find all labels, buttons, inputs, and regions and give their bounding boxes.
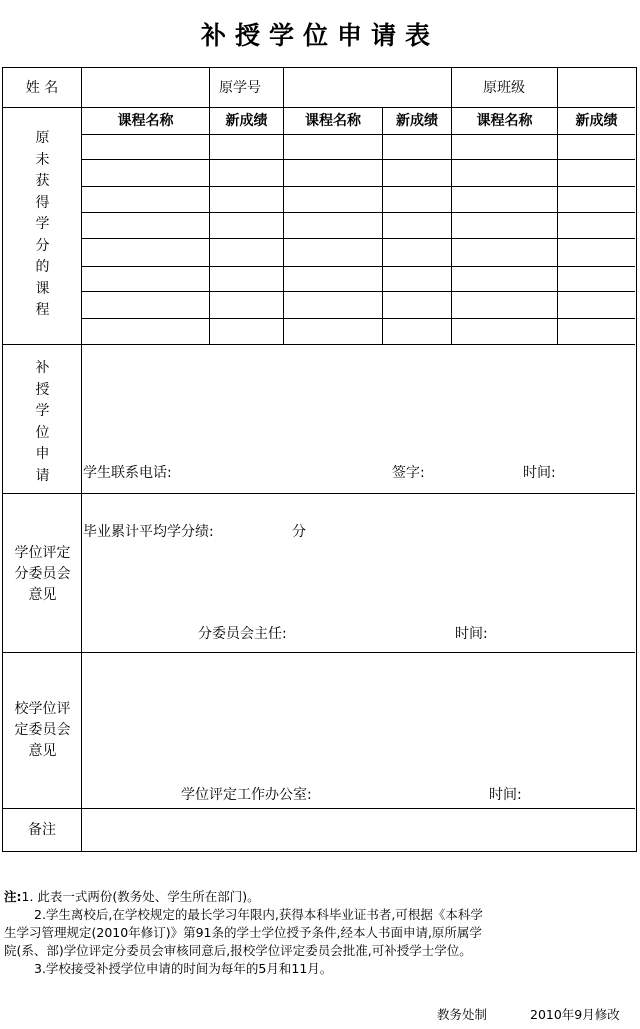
course-name-cell[interactable] [82,160,209,186]
course-name-cell[interactable] [82,187,209,212]
note-3: 3.学校接受补授学位申请的时间为每年的5月和11月。 [34,961,333,976]
col-header-new-grade: 新成绩 [225,113,268,129]
footer-issuer: 教务处制 [437,1007,488,1022]
name-field[interactable] [83,69,208,106]
label-char: 授 [35,381,50,398]
courses-section-label [3,128,82,322]
gpa-unit: 分 [292,524,306,540]
course-name-cell[interactable] [452,319,557,344]
label-char: 获 [35,173,50,189]
application-form-table [2,67,637,852]
label-char: 补 [35,360,50,376]
notes-prefix: 注: [4,889,22,904]
new-grade-cell[interactable] [558,267,635,291]
subcommittee-section-label [3,543,82,606]
subcommittee-time-label: 时间: [455,626,488,642]
course-name-cell[interactable] [284,267,382,291]
student-id-label: 原学号 [219,80,261,96]
note-2-line-b: 生学习管理规定(2010年修订)》第91条的学士学位授予条件,经本人书面申请,原所属学 [4,925,482,940]
degree-office-label: 学位评定工作办公室: [181,787,312,803]
row-divider [3,107,635,108]
section-divider [3,344,635,345]
col-header-new-grade: 新成绩 [396,113,438,129]
course-name-cell[interactable] [82,292,209,318]
course-name-cell[interactable] [452,187,557,212]
label-char: 得 [35,194,50,211]
new-grade-cell[interactable] [210,213,283,238]
new-grade-cell[interactable] [383,239,451,266]
course-name-cell[interactable] [284,187,382,212]
label-line: 定委员会 [14,722,71,738]
course-name-cell[interactable] [452,160,557,186]
new-grade-cell[interactable] [383,319,451,344]
new-grade-cell[interactable] [558,292,635,318]
section-divider [3,493,635,494]
label-line: 学位评定 [14,545,71,561]
new-grade-cell[interactable] [383,160,451,186]
course-name-cell[interactable] [82,213,209,238]
course-name-cell[interactable] [452,267,557,291]
course-name-cell[interactable] [82,135,209,159]
new-grade-cell[interactable] [558,160,635,186]
new-grade-cell[interactable] [383,187,451,212]
course-name-cell[interactable] [82,319,209,344]
section-divider [3,808,635,809]
new-grade-cell[interactable] [558,239,635,266]
school-committee-section-label [3,699,82,762]
application-time-label: 时间: [523,465,556,481]
new-grade-cell[interactable] [210,187,283,212]
new-grade-cell[interactable] [210,239,283,266]
new-grade-cell[interactable] [210,160,283,186]
new-grade-cell[interactable] [383,135,451,159]
form-title: 补授学位申请表 [200,21,439,50]
course-name-cell[interactable] [284,135,382,159]
class-field[interactable] [559,69,635,106]
gpa-label: 毕业累计平均学分绩: [83,524,214,540]
label-char: 申 [35,446,50,462]
new-grade-cell[interactable] [383,267,451,291]
new-grade-cell[interactable] [210,292,283,318]
course-name-cell[interactable] [452,213,557,238]
new-grade-cell[interactable] [558,213,635,238]
new-grade-cell[interactable] [210,135,283,159]
label-char: 原 [35,130,50,146]
col-header-new-grade: 新成绩 [575,113,618,129]
label-char: 分 [35,237,50,254]
section-divider [3,652,635,653]
application-section-label [3,358,82,487]
course-name-cell[interactable] [284,319,382,344]
label-line: 意见 [28,743,57,759]
class-label: 原班级 [483,80,525,96]
label-char: 位 [35,424,50,441]
school-committee-time-label: 时间: [489,787,522,803]
course-name-cell[interactable] [82,239,209,266]
subcommittee-opinion-area[interactable] [83,495,635,651]
course-name-cell[interactable] [452,239,557,266]
course-name-cell[interactable] [284,292,382,318]
remarks-field[interactable] [83,810,635,850]
new-grade-cell[interactable] [558,187,635,212]
label-char: 学 [35,403,50,419]
student-id-field[interactable] [285,69,450,106]
course-name-cell[interactable] [284,213,382,238]
subcommittee-chair-label: 分委员会主任: [198,626,287,642]
course-name-cell[interactable] [452,292,557,318]
student-phone-label: 学生联系电话: [83,465,172,481]
name-label: 姓 名 [25,80,59,96]
label-char: 课 [35,280,50,297]
new-grade-cell[interactable] [210,267,283,291]
col-header-course-name: 课程名称 [117,113,174,129]
label-line: 校学位评 [14,701,71,717]
notes-section [4,888,636,978]
course-name-cell[interactable] [452,135,557,159]
col-header-course-name: 课程名称 [476,113,533,129]
course-name-cell[interactable] [284,160,382,186]
note-2-line-a: 2.学生离校后,在学校规定的最长学习年限内,获得本科毕业证书者,可根据《本科学 [34,907,483,922]
new-grade-cell[interactable] [383,213,451,238]
label-line: 分委员会 [14,566,71,582]
school-committee-opinion-area[interactable] [83,654,635,807]
label-char: 程 [35,302,50,318]
label-char: 的 [35,259,50,275]
signature-label: 签字: [392,465,425,481]
new-grade-cell[interactable] [558,319,635,344]
note-1: 1. 此表一式两份(教务处、学生所在部门)。 [21,889,260,904]
label-char: 学 [35,216,50,232]
remarks-label: 备注 [28,822,56,838]
course-name-cell[interactable] [82,267,209,291]
col-header-course-name: 课程名称 [305,113,361,129]
new-grade-cell[interactable] [383,292,451,318]
label-char: 请 [35,467,50,484]
new-grade-cell[interactable] [210,319,283,344]
label-line: 意见 [28,587,57,603]
footer-revision: 2010年9月修改 [530,1007,620,1022]
new-grade-cell[interactable] [558,135,635,159]
course-name-cell[interactable] [284,239,382,266]
label-char: 未 [35,151,50,168]
note-2-line-c: 院(系、部)学位评定分委员会审核同意后,报校学位评定委员会批准,可补授学士学位。 [4,943,472,958]
